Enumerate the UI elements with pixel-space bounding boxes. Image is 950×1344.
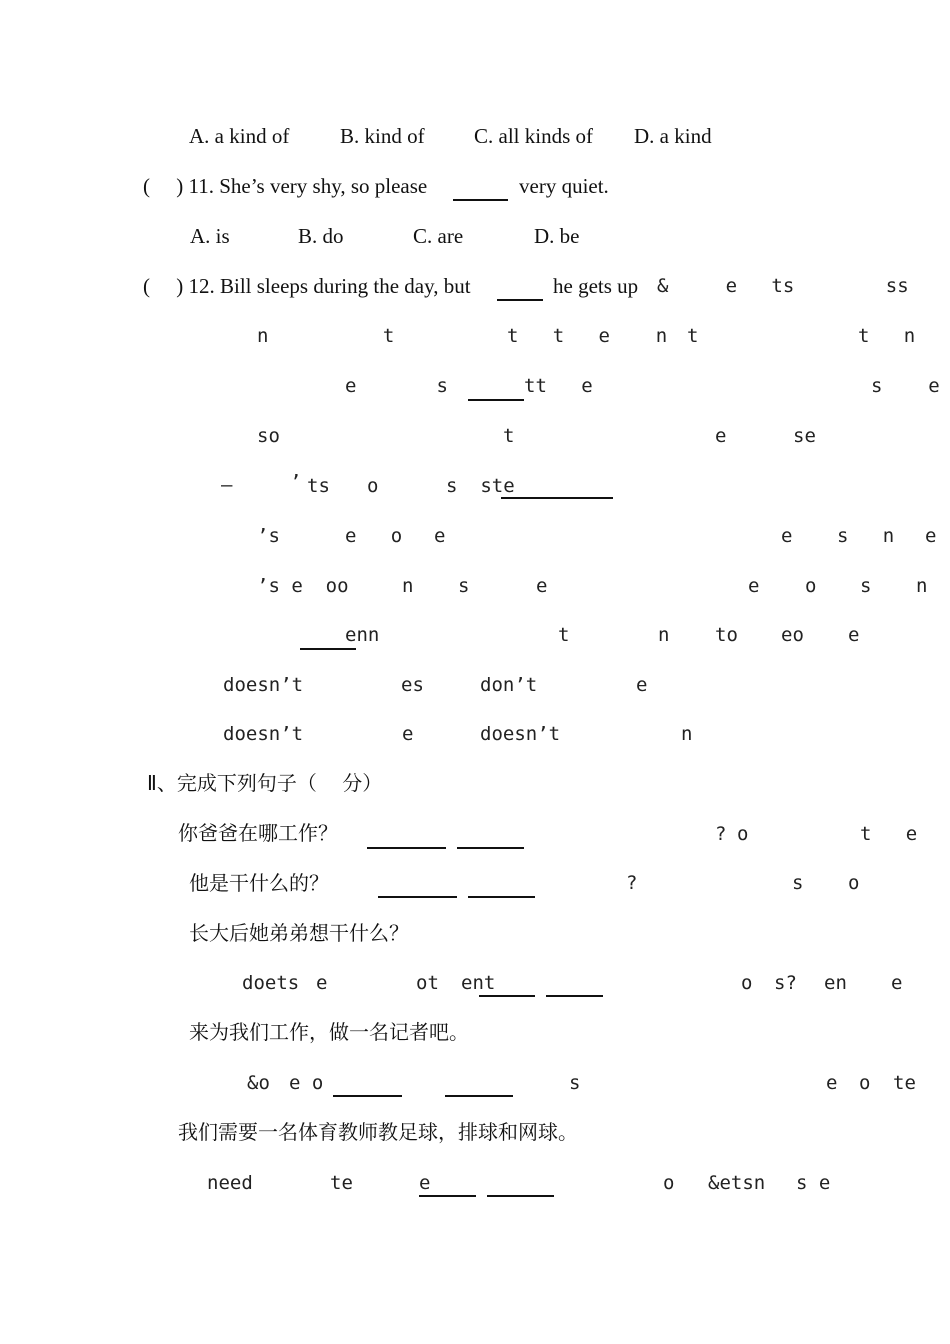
garbled-text: t xyxy=(687,325,699,347)
garbled-text: e xyxy=(434,525,446,547)
garbled-text: s e xyxy=(871,375,940,397)
answer-blank[interactable] xyxy=(378,896,457,898)
garbled-text: ent xyxy=(461,972,496,994)
garbled-text: n xyxy=(402,575,414,597)
garbled-text: e xyxy=(419,1172,431,1194)
q11-stem-end: very quiet. xyxy=(519,174,609,198)
garbled-text: n xyxy=(916,575,928,597)
garbled-text: e o xyxy=(289,1072,324,1094)
garbled-text: ? xyxy=(626,872,638,894)
answer-blank[interactable] xyxy=(300,648,356,650)
garbled-text: e xyxy=(925,525,937,547)
q11-option-d: D. be xyxy=(534,224,580,248)
answer-blank[interactable] xyxy=(501,497,613,499)
garbled-text: t e xyxy=(860,823,918,845)
garbled-text: e xyxy=(748,575,760,597)
section-heading: Ⅱ、完成下列句子（ 分） xyxy=(147,771,383,795)
garbled-text: e xyxy=(402,723,414,745)
garbled-text: s xyxy=(458,575,470,597)
garbled-text: es xyxy=(401,674,424,696)
garbled-text: o xyxy=(848,872,860,894)
garbled-text: e xyxy=(781,525,793,547)
garbled-text: t n xyxy=(858,325,916,347)
sentence-3-chinese: 长大后她弟弟想干什么？ xyxy=(189,921,409,945)
q12-garbled-tail: & e ts ss xyxy=(657,275,909,297)
garbled-text: doesn’t xyxy=(223,723,304,745)
garbled-text: s xyxy=(860,575,872,597)
garbled-text: e xyxy=(536,575,548,597)
garbled-text: to xyxy=(715,624,738,646)
garbled-text: o xyxy=(367,475,379,497)
garbled-text: s ste xyxy=(446,475,515,497)
garbled-text: eo xyxy=(781,624,804,646)
answer-blank[interactable] xyxy=(457,847,524,849)
garbled-text: ? xyxy=(715,823,727,845)
garbled-text: te xyxy=(893,1072,916,1094)
garbled-text: so xyxy=(257,425,280,447)
q12-stem: ( ) 12. Bill sleeps during the day, but xyxy=(143,274,471,298)
q12-stem-end: he gets up xyxy=(553,274,639,298)
q10-option-d: D. a kind xyxy=(634,124,712,148)
q11-option-b: B. do xyxy=(298,224,344,248)
garbled-text: e xyxy=(715,425,727,447)
garbled-text: e xyxy=(826,1072,838,1094)
garbled-text: s xyxy=(792,872,804,894)
garbled-text: doesn’t xyxy=(223,674,304,696)
garbled-text: se xyxy=(793,425,816,447)
garbled-text: t xyxy=(558,624,570,646)
q11-stem: ( ) 11. She’s very shy, so please xyxy=(143,174,428,198)
garbled-text: s? xyxy=(774,972,797,994)
answer-blank[interactable] xyxy=(487,1195,554,1197)
sentence-2-chinese: 他是干什么的？ xyxy=(189,871,329,895)
garbled-text: ’s xyxy=(257,525,280,547)
garbled-text: e o xyxy=(345,525,403,547)
garbled-text: n t xyxy=(257,325,395,347)
garbled-text: te xyxy=(330,1172,353,1194)
answer-blank[interactable] xyxy=(419,1195,476,1197)
garbled-text: e xyxy=(848,624,860,646)
garbled-text: n xyxy=(658,624,670,646)
garbled-text: don’t xyxy=(480,674,538,696)
q12-answer-blank[interactable] xyxy=(497,299,543,301)
answer-blank[interactable] xyxy=(546,995,603,997)
garbled-text: o xyxy=(737,823,749,845)
sentence-4-chinese: 来为我们工作，做一名记者吧。 xyxy=(189,1020,469,1044)
garbled-text: &o xyxy=(247,1072,270,1094)
q10-option-a: A. a kind of xyxy=(189,124,290,148)
garbled-text: tt e xyxy=(524,375,593,397)
garbled-text: enn xyxy=(345,624,380,646)
q11-option-c: C. are xyxy=(413,224,464,248)
q11-option-a: A. is xyxy=(190,224,230,248)
garbled-text: ts xyxy=(307,475,330,497)
answer-blank[interactable] xyxy=(468,399,524,401)
garbled-text: o xyxy=(741,972,753,994)
garbled-text: s n xyxy=(837,525,895,547)
answer-blank[interactable] xyxy=(333,1095,402,1097)
garbled-text: t t e n xyxy=(507,325,668,347)
dash: — xyxy=(221,474,233,496)
garbled-text: e s xyxy=(345,375,448,397)
sentence-5-chinese: 我们需要一名体育教师教足球，排球和网球。 xyxy=(178,1120,578,1144)
garbled-text: ot xyxy=(416,972,439,994)
garbled-text: need xyxy=(207,1172,253,1194)
sentence-1-chinese: 你爸爸在哪工作？ xyxy=(178,821,338,845)
answer-blank[interactable] xyxy=(479,995,535,997)
answer-blank[interactable] xyxy=(445,1095,513,1097)
garbled-text: o xyxy=(663,1172,675,1194)
garbled-text: e xyxy=(891,972,903,994)
garbled-text: doets xyxy=(242,972,300,994)
q10-option-c: C. all kinds of xyxy=(474,124,593,148)
garbled-text: doesn’t xyxy=(480,723,561,745)
garbled-text: ’s e oo xyxy=(257,575,349,597)
q10-option-b: B. kind of xyxy=(340,124,425,148)
garbled-text: t xyxy=(503,425,515,447)
garbled-text: o xyxy=(859,1072,871,1094)
garbled-text: o xyxy=(805,575,817,597)
garbled-text: n xyxy=(681,723,693,745)
garbled-text: ’ xyxy=(290,471,302,493)
garbled-text: &etsn xyxy=(708,1172,766,1194)
garbled-text: e xyxy=(636,674,648,696)
garbled-text: s e xyxy=(796,1172,831,1194)
garbled-text: s xyxy=(569,1072,581,1094)
garbled-text: en xyxy=(824,972,847,994)
garbled-text: e xyxy=(316,972,328,994)
answer-blank[interactable] xyxy=(468,896,535,898)
q11-answer-blank[interactable] xyxy=(453,199,508,201)
answer-blank[interactable] xyxy=(367,847,446,849)
